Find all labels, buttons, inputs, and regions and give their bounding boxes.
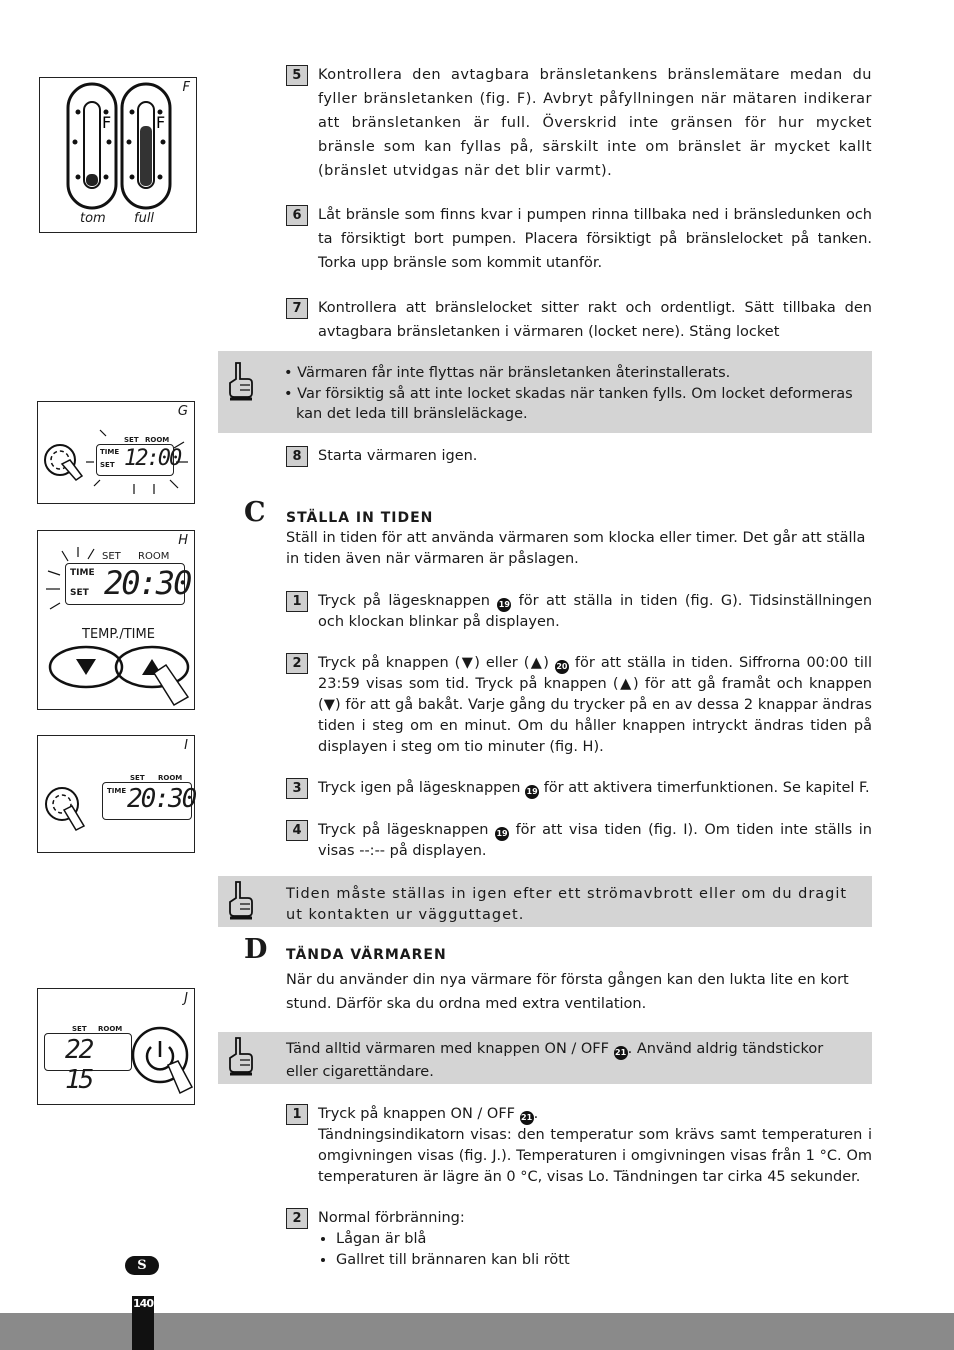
figure-label: G <box>177 404 188 419</box>
set-small-label: SET <box>100 461 115 469</box>
callout-badge: 19 <box>497 598 511 612</box>
figure-label: J <box>184 991 188 1006</box>
pointing-hand-icon <box>226 1036 254 1078</box>
figure-g <box>37 401 195 504</box>
step-text: Tryck på lägesknappen 19 för att ställa in tiden (fig. G). Tidsinställningen och klockan blinkar på displayen. <box>318 593 873 630</box>
note-box <box>218 351 872 433</box>
svg-text:F: F <box>156 113 166 132</box>
lcd-time-value: 12:00 <box>124 446 181 471</box>
step-number: 2 <box>286 653 308 674</box>
step-5 <box>286 63 872 183</box>
bullet-list <box>318 1229 872 1271</box>
figure-f <box>39 77 197 233</box>
mode-button-press-icon <box>42 782 92 846</box>
step-text: Tryck på knappen ON / OFF 21. <box>318 1104 872 1125</box>
section-intro: När du använder din nya värmare för första gången kan den lukta lite en kort stund. Därför ska du ordna med extra ventilation. <box>286 972 849 1012</box>
list-item: • Gallret till brännaren kan bli rött <box>336 1250 872 1271</box>
note-box <box>218 1032 872 1084</box>
step-d2 <box>286 1208 872 1271</box>
gauge-full-label: full <box>134 211 155 226</box>
step-number: 5 <box>286 65 308 86</box>
set-label: SET <box>72 1025 87 1033</box>
step-6 <box>286 203 872 275</box>
lcd-display <box>102 782 196 820</box>
lcd-display <box>44 1033 132 1095</box>
section-title: STÄLLA IN TIDEN <box>286 510 434 526</box>
step-c3 <box>286 778 872 799</box>
callout-badge: 20 <box>555 660 569 674</box>
note-text: Tiden måste ställas in igen efter ett strömavbrott eller om du dragit ut kontakten ur vägguttaget. <box>286 886 848 923</box>
language-badge: S <box>125 1256 159 1275</box>
svg-text:F: F <box>102 113 112 132</box>
step-text: Tryck igen på lägesknappen 19 för att aktivera timerfunktionen. Se kapitel F. <box>318 778 872 799</box>
gauge-empty-label: tom <box>80 211 106 226</box>
room-label: ROOM <box>145 436 170 444</box>
step-7 <box>286 296 872 344</box>
step-c4 <box>286 820 872 862</box>
figure-i <box>37 735 195 853</box>
note-box <box>218 876 872 927</box>
figure-j <box>37 988 195 1105</box>
lcd-temperature-value: 22 15 <box>65 1035 93 1095</box>
step-c1 <box>286 591 872 633</box>
note-line: kan det leda till bränsleläckage. <box>296 406 528 422</box>
section-title: TÄNDA VÄRMAREN <box>286 947 447 963</box>
room-label: ROOM <box>158 774 183 782</box>
blink-rays <box>38 402 194 503</box>
note-text <box>284 363 858 425</box>
temp-time-buttons <box>38 639 194 709</box>
step-number: 2 <box>286 1208 308 1229</box>
pointing-hand-icon <box>226 880 254 922</box>
time-label: TIME <box>100 448 120 456</box>
page-number: 140 <box>133 1297 153 1310</box>
section-letter: C <box>244 497 266 528</box>
pointing-hand-icon <box>226 361 254 403</box>
figure-label: H <box>178 533 188 548</box>
step-number: 6 <box>286 205 308 226</box>
note-line: • Var försiktig så att inte locket skadas när tanken fylls. Om locket deformeras <box>284 385 853 402</box>
section-intro: Ställ in tiden för att använda värmaren som klocka eller timer. Det går att ställa in tiden även när värmaren är påslagen. <box>286 530 866 567</box>
power-button-icon <box>130 1021 194 1101</box>
lcd-time-value: 20:30 <box>127 784 196 814</box>
callout-badge: 21 <box>614 1046 628 1060</box>
step-number: 1 <box>286 591 308 612</box>
blink-rays <box>38 545 98 615</box>
step-d1 <box>286 1104 872 1188</box>
step-text: Kontrollera att bränslelocket sitter rakt och ordentligt. Sätt tillbaka den avtagbara bränsletanken i värmaren (locket nere). Stäng locket <box>318 300 872 340</box>
lcd-time-value: 20:30 <box>104 564 191 602</box>
set-small-label: SET <box>70 588 89 598</box>
list-item: • Lågan är blå <box>336 1229 872 1250</box>
fuel-gauge-illustration <box>64 82 204 212</box>
note-line: • Värmaren får inte flyttas när bränsletanken återinstallerats. <box>284 365 731 381</box>
step-number: 8 <box>286 446 308 467</box>
step-text-continued: Tändningsindikatorn visas: den temperatur som krävs samt temperaturen i omgivningen visas (fig. J.). Temperaturen i omgivningen visas från 1 °C. Om temperaturen är lägre än 0 °C, visas Lo. Tändningen tar cirka 45 sekunder. <box>318 1127 872 1185</box>
set-label: SET <box>130 774 145 782</box>
note-text: Tänd alltid värmaren med knappen ON / OFF 21. Använd aldrig tändstickor eller cigarettändare. <box>286 1041 824 1080</box>
step-8 <box>286 446 872 467</box>
step-text: Kontrollera den avtagbara bränsletankens bränslemätare medan du fyller bränsletanken (fig. F). Avbryt påfyllningen när mätaren indikerar att bränsletanken är full. Överskrid inte gränsen för hur mycket bränsle som kan fyllas på, särskilt inte om bränslet är mycket kallt (bränslet utvidgas när det blir varmt). <box>318 67 872 179</box>
set-label: SET <box>102 551 121 562</box>
time-label: TIME <box>107 787 127 795</box>
step-text: Normal förbränning: <box>318 1210 465 1226</box>
callout-badge: 21 <box>520 1111 534 1125</box>
step-number: 7 <box>286 298 308 319</box>
room-label: ROOM <box>98 1025 123 1033</box>
callout-badge: 19 <box>495 827 509 841</box>
time-label: TIME <box>70 568 95 578</box>
step-number: 4 <box>286 820 308 841</box>
callout-badge: 19 <box>525 785 539 799</box>
figure-label: I <box>184 738 188 753</box>
step-c2 <box>286 653 872 758</box>
figure-h <box>37 530 195 710</box>
step-number: 3 <box>286 778 308 799</box>
section-letter: D <box>244 934 268 965</box>
step-number: 1 <box>286 1104 308 1125</box>
room-label: ROOM <box>138 551 170 562</box>
step-text: Låt bränsle som finns kvar i pumpen rinna tillbaka ned i bränsledunken och ta försiktigt bort pumpen. Placera försiktigt på bränslelocket på tanken. Torka upp bränsle som kommit utanför. <box>318 207 872 271</box>
figure-label: F <box>182 80 190 95</box>
step-text: Tryck på knappen (▼) eller (▲) 20 för att ställa in tiden. Siffrorna 00:00 till 23:59 visas som tid. Tryck på knappen (▲) för att gå framåt och knappen (▼) för att gå bakåt. Varje gång du trycker på en av dessa 2 knappar ändras tiden i steg om en minut. Om du håller knappen intryckt ändras tiden på displayen i steg om tio minuter (fig. H). <box>318 655 872 755</box>
temp-time-label: TEMP./TIME <box>82 627 155 642</box>
set-label: SET <box>124 436 139 444</box>
step-text: Starta värmaren igen. <box>318 448 478 464</box>
page-number-tab <box>132 1296 154 1350</box>
step-text: Tryck på lägesknappen 19 för att visa tiden (fig. I). Om tiden inte ställs in visas --:-- på displayen. <box>318 822 873 859</box>
